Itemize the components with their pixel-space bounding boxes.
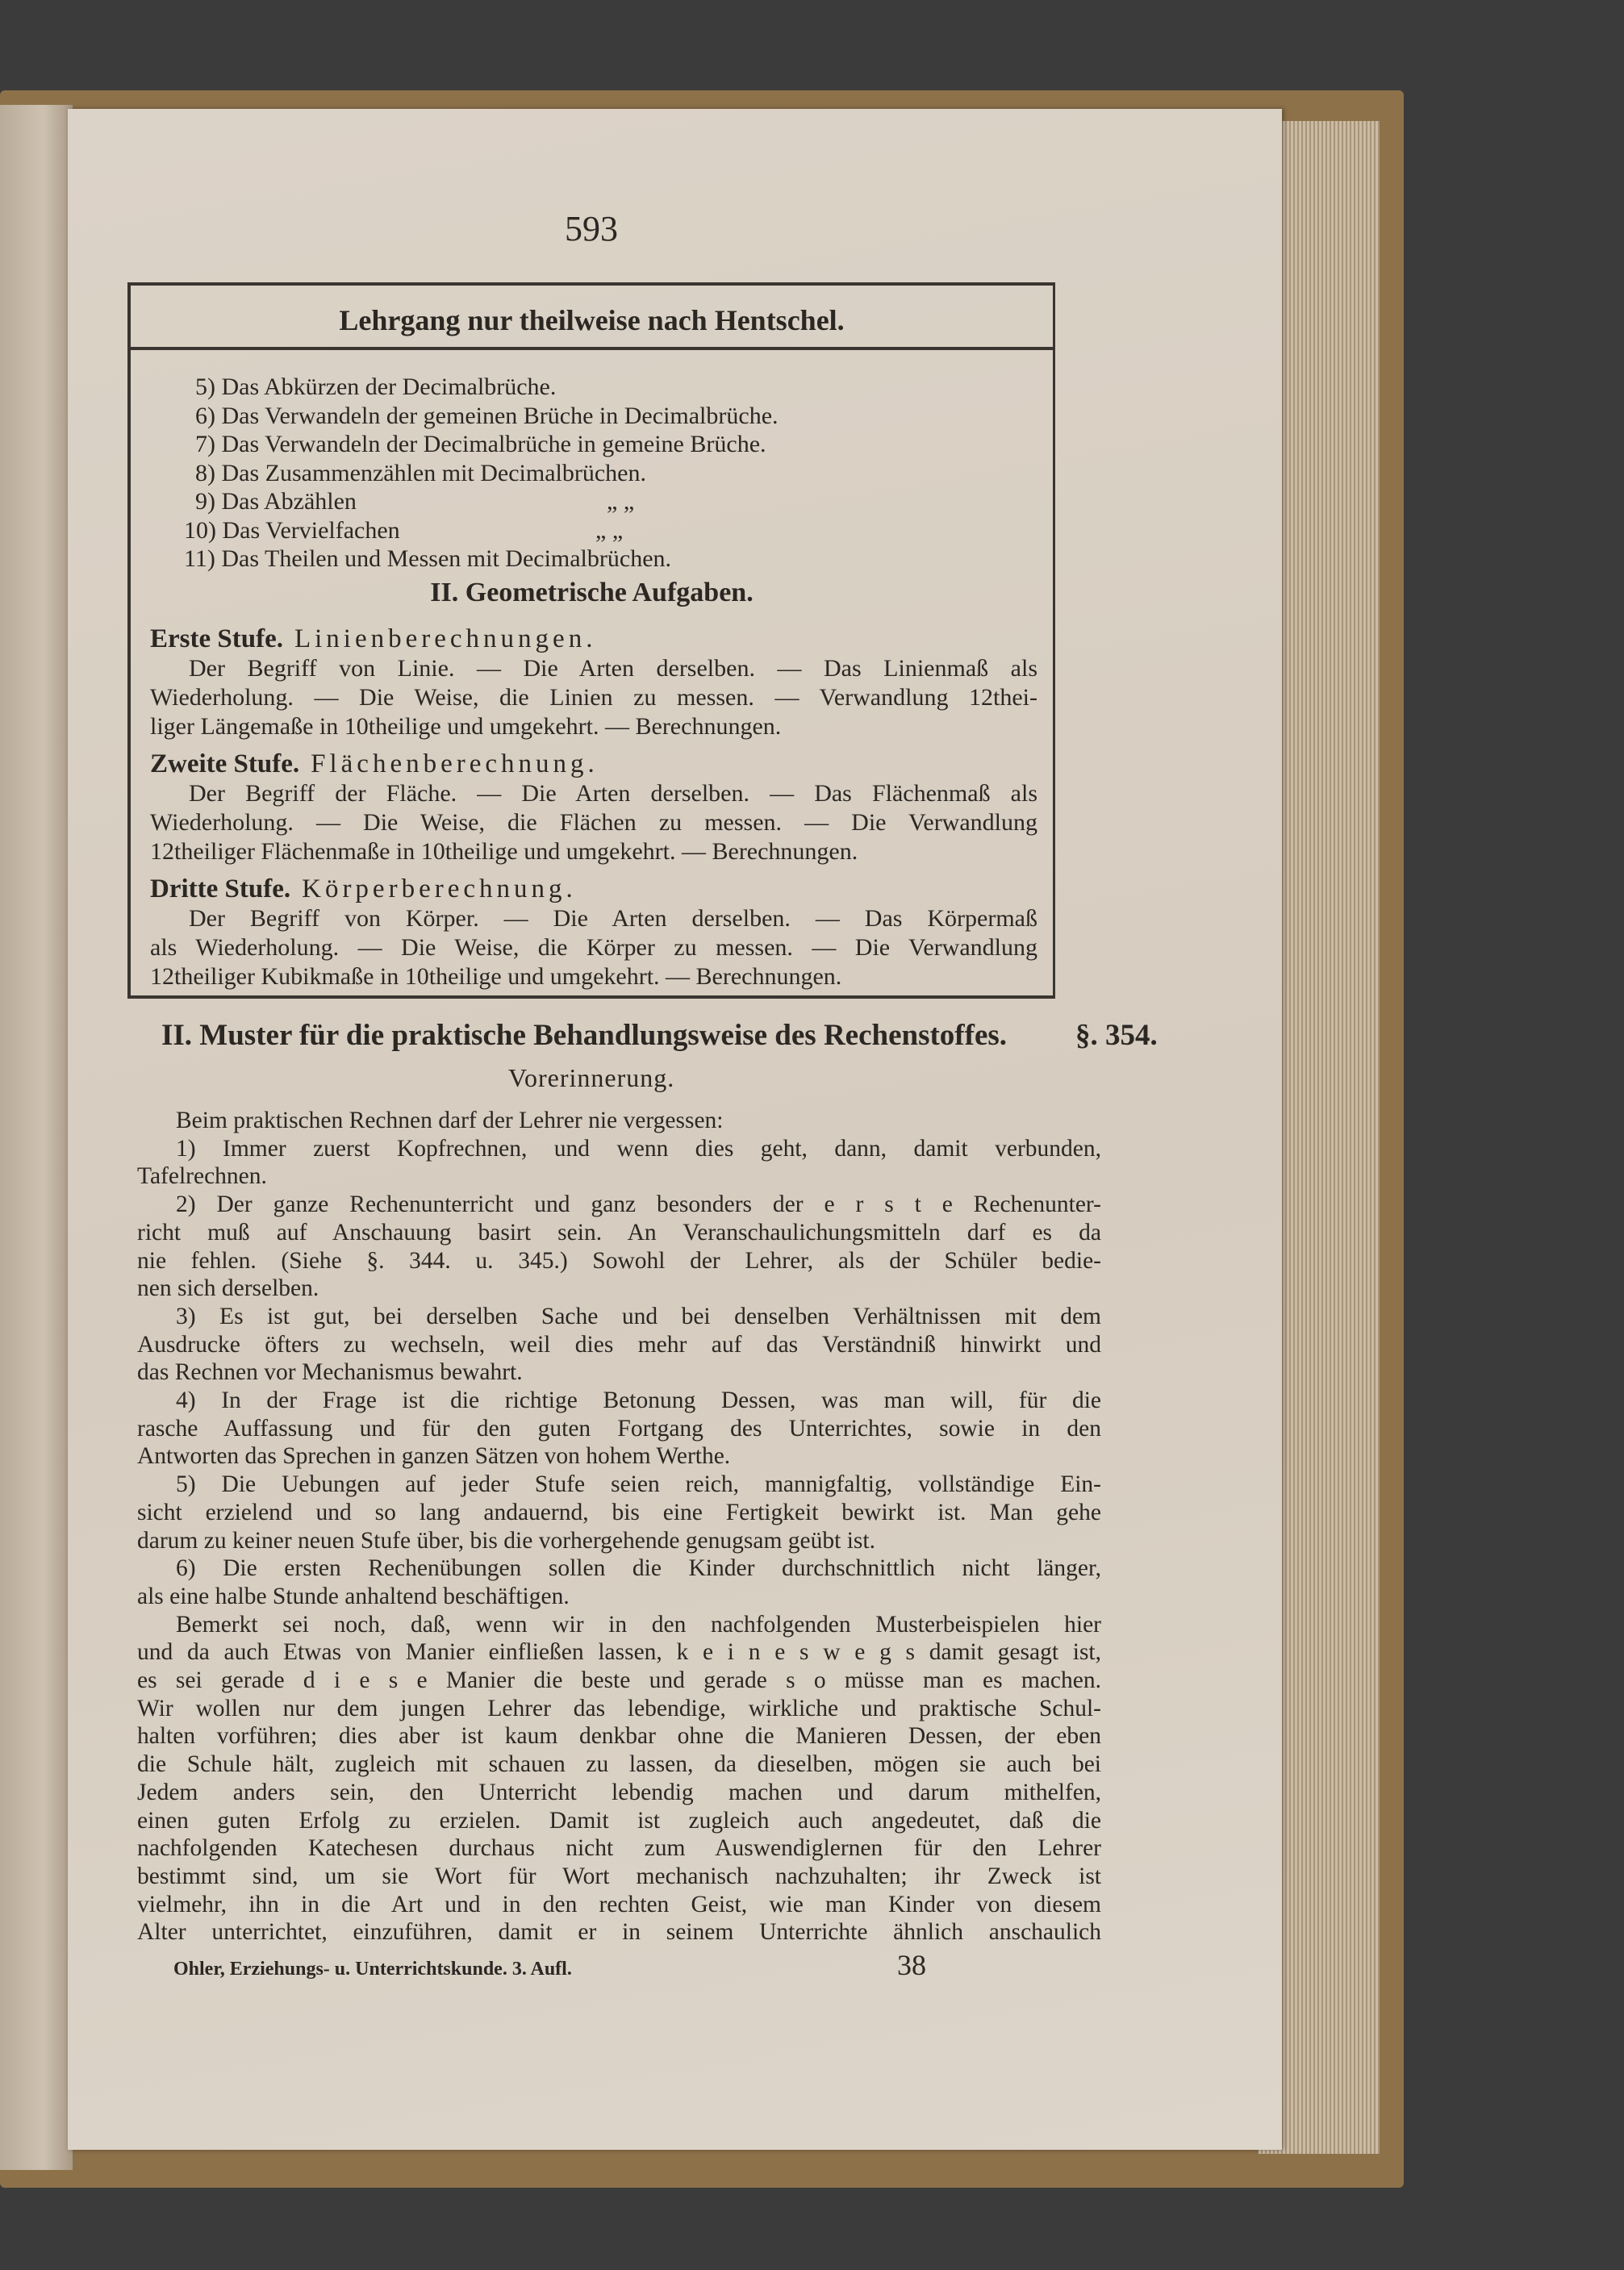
list-item xyxy=(195,487,779,516)
text-line: vielmehr, ihn in die Art und in den rechten Geist, wie man Kinder von diesem xyxy=(137,1891,1101,1917)
text-line: Der Begriff von Körper. — Die Arten derselben. — Das Körpermaß xyxy=(189,905,1037,932)
paragraph xyxy=(137,1554,1101,1610)
text-line: nen sich derselben. xyxy=(137,1275,319,1302)
list-item-text: 7) Das Verwandeln der Decimalbrüche in gemeine Brüche. xyxy=(195,431,766,457)
list-item-text: 5) Das Abkürzen der Decimalbrüche. xyxy=(195,373,557,400)
text-line: und da auch Etwas von Manier einfließen lassen, k e i n e s w e g s damit gesagt ist, xyxy=(137,1639,1101,1666)
stage-heading xyxy=(150,624,1037,654)
list-item-text: 6) Das Verwandeln der gemeinen Brüche in Decimalbrüche. xyxy=(195,402,779,429)
page-number: 593 xyxy=(565,209,618,248)
signature-mark: 38 xyxy=(897,1949,926,1981)
ditto-marks: „ „ xyxy=(607,488,635,515)
text-line: richt muß auf Anschauung basirt sein. An Veranschaulichungsmitteln darf es da xyxy=(137,1219,1101,1246)
text-line: Der Begriff von Linie. — Die Arten derselben. — Das Linienmaß als xyxy=(189,655,1037,682)
footer-imprint: Ohler, Erziehungs- u. Unterrichtskunde. 3. Aufl. xyxy=(173,1959,572,1980)
text-line: das Rechnen vor Mechanismus bewahrt. xyxy=(137,1359,523,1386)
paragraph xyxy=(137,1303,1101,1387)
stage-title: Zweite Stufe. xyxy=(150,749,300,778)
paragraph xyxy=(137,1387,1101,1471)
text-line: 1) Immer zuerst Kopfrechnen, und wenn dies geht, dann, damit verbunden, xyxy=(176,1135,1101,1162)
list-item xyxy=(184,545,779,574)
text-line: Alter unterrichtet, einzuführen, damit er in seinem Unterrichte ähnlich anschaulich xyxy=(137,1919,1101,1946)
text-line: liger Längemaße in 10theilige und umgekehrt. — Berechnungen. xyxy=(150,713,782,740)
paragraph xyxy=(137,1471,1101,1554)
paragraph xyxy=(137,1611,1101,1947)
text-line: Ausdrucke öfters zu wechseln, weil dies mehr auf das Verständniß hinwirkt und xyxy=(137,1331,1101,1358)
text-line: rasche Auffassung und für den guten Fortgang des Unterrichtes, sowie in den xyxy=(137,1415,1101,1442)
text-line: Wiederholung. — Die Weise, die Flächen zu messen. — Die Verwandlung xyxy=(150,809,1037,836)
list-item xyxy=(184,516,779,545)
text-line: es sei gerade d i e s e Manier die beste und gerade s o müsse man es machen. xyxy=(137,1667,1101,1694)
stage-text xyxy=(150,904,1037,991)
list-item-text: 11) Das Theilen und Messen mit Decimalbrüchen. xyxy=(184,545,672,572)
text-line: 12theiliger Flächenmaße in 10theilige und umgekehrt. — Berechnungen. xyxy=(150,838,858,865)
text-line: Bemerkt sei noch, daß, wenn wir in den nachfolgenden Musterbeispielen hier xyxy=(176,1611,1101,1638)
text-line: Jedem anders sein, den Unterricht lebendig machen und darum mithelfen, xyxy=(137,1779,1101,1805)
stage-heading xyxy=(150,749,1037,779)
text-line: Wir wollen nur dem jungen Lehrer das lebendige, wirkliche und praktische Schul- xyxy=(137,1695,1101,1721)
text-line: 4) In der Frage ist die richtige Betonung Dessen, was man will, für die xyxy=(176,1387,1101,1414)
stage-subtitle: Linienberechnungen. xyxy=(294,624,597,653)
stage-block xyxy=(150,874,1037,991)
stage-title: Erste Stufe. xyxy=(150,624,283,653)
text-line: 2) Der ganze Rechenunterricht und ganz besonders der e r s t e Rechenunter- xyxy=(176,1191,1101,1218)
list-item-text: 10) Das Vervielfachen xyxy=(184,516,400,544)
text-line: Tafelrechnen. xyxy=(137,1163,267,1190)
text-line: Der Begriff der Fläche. — Die Arten derselben. — Das Flächenmaß als xyxy=(189,780,1037,807)
geometry-heading: II. Geometrische Aufgaben. xyxy=(430,578,754,607)
stage-block xyxy=(150,624,1037,741)
stage-text xyxy=(150,779,1037,866)
list-item-text: 8) Das Zusammenzählen mit Decimalbrüchen. xyxy=(195,459,646,486)
text-line: als Wiederholung. — Die Weise, die Körper zu messen. — Die Verwandlung xyxy=(150,934,1037,961)
text-line: Antworten das Sprechen in ganzen Sätzen von hohem Werthe. xyxy=(137,1443,731,1470)
text-line: 6) Die ersten Rechenübungen sollen die Kinder durchschnittlich nicht länger, xyxy=(176,1555,1101,1582)
list-item xyxy=(195,402,779,431)
list-item xyxy=(195,430,779,459)
text-line: nachfolgenden Katechesen durchaus nicht zum Auswendiglernen für den Lehrer xyxy=(137,1835,1101,1862)
text-line: als eine halbe Stunde anhaltend beschäftigen. xyxy=(137,1583,570,1609)
stage-text xyxy=(150,654,1037,741)
stage-subtitle: Flächenberechnung. xyxy=(311,749,599,778)
text-line: 3) Es ist gut, bei derselben Sache und bei denselben Verhältnissen mit dem xyxy=(176,1303,1101,1329)
stage-subtitle: Körperberechnung. xyxy=(302,874,577,903)
text-line: darum zu keiner neuen Stufe über, bis die vorhergehende genugsam geübt ist. xyxy=(137,1527,875,1554)
stage-title: Dritte Stufe. xyxy=(150,874,291,903)
section-heading: II. Muster für die praktische Behandlungsweise des Rechenstoffes. xyxy=(161,1019,1008,1052)
text-line: 5) Die Uebungen auf jeder Stufe seien reich, mannigfaltig, vollständige Ein- xyxy=(176,1471,1101,1498)
section-subheading: Vorerinnerung. xyxy=(508,1063,675,1092)
body-text xyxy=(137,1107,1101,1947)
decimal-list xyxy=(184,373,779,574)
text-line: Wiederholung. — Die Weise, die Linien zu messen. — Verwandlung 12thei- xyxy=(150,684,1037,711)
list-item-text: 9) Das Abzählen xyxy=(195,488,357,515)
text-line: Beim praktischen Rechnen darf der Lehrer nie vergessen: xyxy=(176,1108,724,1133)
list-item xyxy=(195,373,779,402)
curriculum-box xyxy=(127,282,1055,999)
text-line: 12theiliger Kubikmaße in 10theilige und umgekehrt. — Berechnungen. xyxy=(150,963,842,990)
paragraph xyxy=(137,1191,1101,1303)
text-line: halten vorführen; dies aber ist kaum denkbar ohne die Manieren Dessen, der eben xyxy=(137,1723,1101,1750)
left-page-edge xyxy=(0,105,73,2170)
paragraph xyxy=(137,1135,1101,1191)
text-line: bestimmt sind, um sie Wort für Wort mechanisch nachzuhalten; ihr Zweck ist xyxy=(137,1863,1101,1889)
text-line: die Schule hält, zugleich mit schauen zu lassen, da dieselben, mögen sie auch bei xyxy=(137,1751,1101,1778)
text-line: nie fehlen. (Siehe §. 344. u. 345.) Sowohl der Lehrer, als der Schüler bedie- xyxy=(137,1247,1101,1274)
section-number: §. 354. xyxy=(1075,1019,1158,1052)
ditto-marks: „ „ xyxy=(595,516,624,544)
box-title: Lehrgang nur theilweise nach Hentschel. xyxy=(131,294,1053,350)
paragraph xyxy=(137,1107,1101,1135)
stage-heading xyxy=(150,874,1037,904)
text-line: einen guten Erfolg zu erzielen. Damit ist zugleich auch angedeutet, daß die xyxy=(137,1807,1101,1834)
stage-block xyxy=(150,749,1037,866)
list-item xyxy=(195,459,779,488)
text-line: sicht erzielend und so lang andauernd, bis eine Fertigkeit bewirkt ist. Man gehe xyxy=(137,1499,1101,1525)
